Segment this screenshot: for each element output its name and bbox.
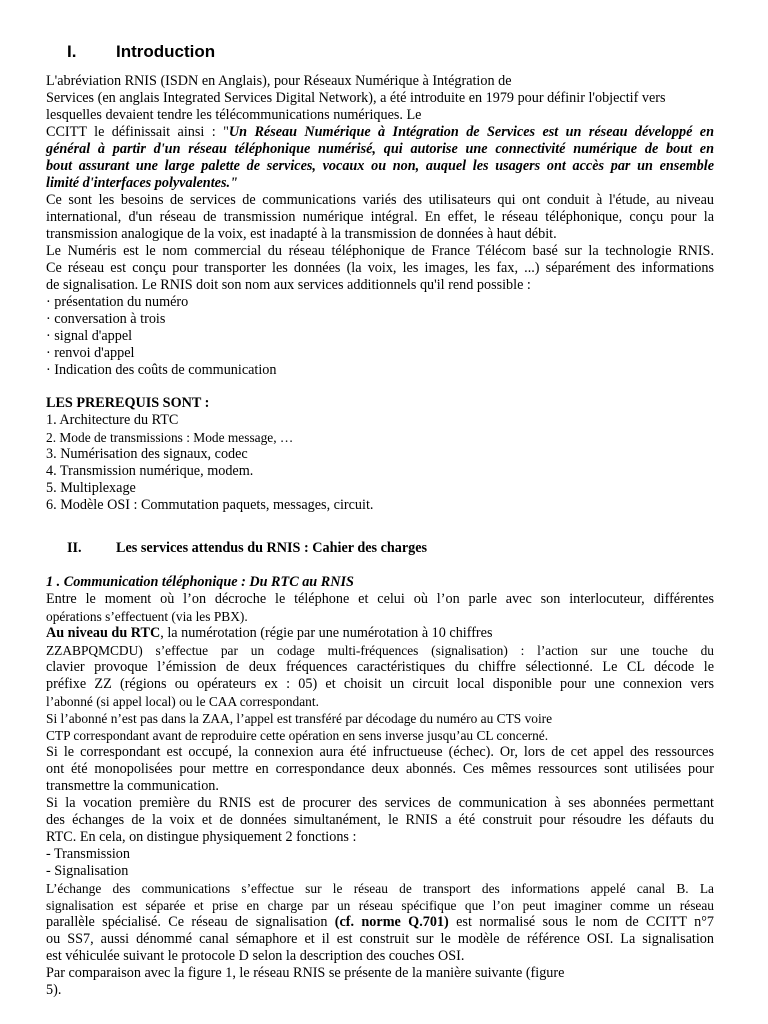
quote-line: général à partir d'un réseau téléphonique numérisé, qui autorise une connectivité numérique de bout en <box>46 141 714 157</box>
body-line: l’abonné (si appel local) ou le CAA correspondant. <box>46 694 319 709</box>
intro-line: lesquelles devaient tendre les télécommunications numériques. Le <box>46 107 422 123</box>
service-item: · présentation du numéro <box>46 294 189 310</box>
body-line: de signalisation. Le RNIS doit son nom aux services additionnels qu'il rend possible : <box>46 277 531 293</box>
rtc-line <box>46 625 492 642</box>
prereq-item: 5. Multiplexage <box>46 480 136 496</box>
list-item: - Signalisation <box>46 863 129 879</box>
body-line: Si l’abonné n’est pas dans la ZAA, l’appel est transféré par décodage du numéro au CTS voire <box>46 711 553 726</box>
section2-subtitle: 1 . Communication téléphonique : Du RTC au RNIS <box>46 574 354 590</box>
service-item: · renvoi d'appel <box>46 345 135 361</box>
section2-number: II. <box>67 540 82 556</box>
body-line: est véhiculée suivant le protocole D selon la description des couches OSI. <box>46 948 465 964</box>
body-line: CTP correspondant avant de reproduire cette opération en sens inverse jusqu’au CL concerné. <box>46 728 549 743</box>
rtc-text: , la numérotation (régie par une numérotation à 10 chiffres <box>160 625 493 641</box>
body-line: international, d'un réseau de transmission numérique intégral. En effet, le réseau téléphonique, conçu pour la <box>46 209 714 225</box>
service-item: · conversation à trois <box>46 311 166 327</box>
quote-line: limité d'interfaces polyvalentes." <box>46 175 238 191</box>
list-item: - Transmission <box>46 846 130 862</box>
body-line: 5). <box>46 982 62 998</box>
prereq-title: LES PREREQUIS SONT : <box>46 395 210 411</box>
body-line: Si la vocation première du RNIS est de procurer des services de communication à ses abonnées permettant <box>46 795 714 811</box>
body-line: Entre le moment où l’on décroche le téléphone et celui où l’on parle avec son interlocuteur, différentes <box>46 591 714 607</box>
body-line: RTC. En cela, on distingue physiquement 2 fonctions : <box>46 829 357 845</box>
body-line: ou SS7, aussi dénommé canal sémaphore et il est construit sur le modèle de référence OSI. La signalisation <box>46 931 714 947</box>
norm-text-pre: parallèle spécialisé. Ce réseau de signalisation <box>46 914 335 930</box>
body-line: ZZABPQMCDU) s’effectue par un codage multi-fréquences (signalisation) : l’action sur une touche du <box>46 643 714 658</box>
body-line: Le Numéris est le nom commercial du réseau téléphonique de France Télécom basé sur la technologie RNIS. <box>46 243 714 259</box>
prereq-item: 6. Modèle OSI : Commutation paquets, messages, circuit. <box>46 497 374 513</box>
prereq-item: 2. Mode de transmissions : Mode message, … <box>46 430 294 445</box>
service-item: · signal d'appel <box>46 328 133 344</box>
rtc-label: Au niveau du RTC <box>46 625 161 641</box>
body-line: L’échange des communications s’effectue sur le réseau de transport des informations appelé canal B. La <box>46 881 714 896</box>
quote-text: Un Réseau Numérique à Intégration de Services est un réseau développé en <box>228 124 714 140</box>
body-line: transmettre la communication. <box>46 778 219 794</box>
section1-title: Introduction <box>116 42 216 61</box>
section1-number: I. <box>67 42 77 61</box>
body-line: transmission analogique de la voix, est inadapté à la transmission de données à haut débit. <box>46 226 557 242</box>
intro-line: Services (en anglais Integrated Services Digital Network), a été introduite en 1979 pour définir l'objectif vers <box>46 90 666 106</box>
norm-reference: (cf. norme Q.701) <box>334 914 449 930</box>
ccitt-prefix: CCITT le définissait ainsi : " <box>46 124 229 140</box>
body-line: Ce sont les besoins de services de communications variés des utilisateurs qui ont conduit à l'étude, au niveau <box>46 192 714 208</box>
prereq-item: 1. Architecture du RTC <box>46 412 179 428</box>
prereq-item: 3. Numérisation des signaux, codec <box>46 446 248 462</box>
body-line: Si le correspondant est occupé, la connexion aura été infructueuse (échec). Or, lors de cet appel des ressources <box>46 744 714 760</box>
service-item: · Indication des coûts de communication <box>46 362 277 378</box>
body-line: opérations s’effectuent (via les PBX). <box>46 609 248 624</box>
body-line: ont été monopolisées pour mettre en correspondance deux abonnés. Ces mêmes ressources sont utilisées pour <box>46 761 714 777</box>
ccitt-quote-line <box>46 124 714 141</box>
section2-title: Les services attendus du RNIS : Cahier des charges <box>116 540 428 556</box>
body-line: signalisation est séparée et prise en charge par un réseau spécifique que l’on peut imaginer comme un réseau <box>46 898 714 913</box>
body-line: Ce réseau est conçu pour transporter les données (la voix, les images, les fax, ...) séparément des informations <box>46 260 714 276</box>
quote-line: bout assurant une large palette de services, vocaux ou non, auquel les usagers ont accès par un ensemble <box>46 158 714 174</box>
body-line: des échanges de la voix et de données simultanément, le RNIS a été construit pour résoudre les défauts du <box>46 812 714 828</box>
norm-text-post: est normalisé sous le nom de CCITT n°7 <box>448 914 714 930</box>
body-line: Par comparaison avec la figure 1, le réseau RNIS se présente de la manière suivante (figure <box>46 965 565 981</box>
intro-line: L'abréviation RNIS (ISDN en Anglais), pour Réseaux Numérique à Intégration de <box>46 73 512 89</box>
body-line: préfixe ZZ (régions ou opérateurs ex : 05) et choisit un circuit local disponible pour une connexion vers <box>46 676 714 692</box>
prereq-item: 4. Transmission numérique, modem. <box>46 463 254 479</box>
norm-line <box>46 914 714 931</box>
body-line: clavier provoque l’émission de deux fréquences caractéristiques du chiffre sélectionné. Le CL décode le <box>46 659 714 675</box>
